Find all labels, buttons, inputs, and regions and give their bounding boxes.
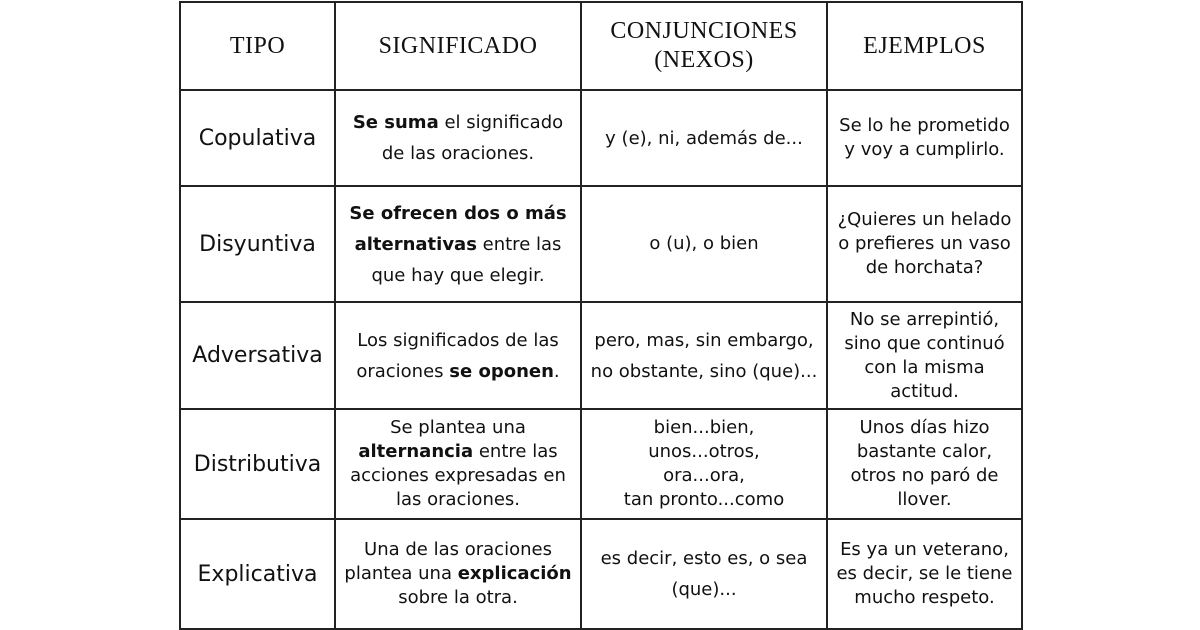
conjunciones-cell: y (e), ni, además de...	[581, 90, 827, 186]
significado-bold: Se ofrecen dos o más alternativas	[349, 202, 567, 255]
significado-cell	[335, 519, 581, 629]
conjunciones-cell: o (u), o bien	[581, 186, 827, 302]
significado-cell	[335, 90, 581, 186]
header-tipo: TIPO	[180, 2, 335, 90]
header-conjunciones-main: CONJUNCIONES	[610, 18, 798, 44]
conjunciones-line: unos...otros,	[648, 441, 760, 462]
significado-text: el significado de las oraciones.	[381, 112, 564, 164]
table-row	[180, 409, 1022, 519]
significado-pre: Una de las oraciones plantea una	[344, 539, 552, 584]
tipo-cell: Copulativa	[180, 90, 335, 186]
header-conjunciones-sub: (NEXOS)	[654, 47, 754, 73]
significado-text: entre las acciones expresadas en las oraciones.	[350, 441, 566, 510]
conjunciones-cell	[581, 409, 827, 519]
significado-cell	[335, 302, 581, 409]
header-significado: SIGNIFICADO	[335, 2, 581, 90]
ejemplo-cell: Se lo he prometido y voy a cumplirlo.	[827, 90, 1022, 186]
ejemplo-cell: Unos días hizo bastante calor, otros no paró de llover.	[827, 409, 1022, 519]
conjunctions-table	[179, 1, 1023, 630]
significado-bold: alternancia	[358, 441, 474, 462]
significado-text: .	[553, 360, 560, 382]
significado-cell	[335, 186, 581, 302]
conjunciones-line: tan pronto...como	[623, 489, 785, 510]
significado-pre: Los significados de las oraciones	[356, 329, 559, 382]
tipo-cell: Distributiva	[180, 409, 335, 519]
table-row	[180, 519, 1022, 629]
tipo-cell: Explicativa	[180, 519, 335, 629]
conjunciones-line: ora...ora,	[663, 465, 745, 486]
conjunciones-line: bien...bien,	[653, 417, 755, 438]
significado-text: sobre la otra.	[398, 587, 518, 608]
table-row	[180, 90, 1022, 186]
table-row	[180, 302, 1022, 409]
tipo-cell: Disyuntiva	[180, 186, 335, 302]
tipo-cell: Adversativa	[180, 302, 335, 409]
ejemplo-cell: No se arrepintió, sino que continuó con la misma actitud.	[827, 302, 1022, 409]
table-row	[180, 186, 1022, 302]
significado-text: entre las que hay que elegir.	[371, 233, 562, 286]
significado-bold: Se suma	[352, 112, 439, 133]
header-ejemplos: EJEMPLOS	[827, 2, 1022, 90]
significado-bold: se oponen	[449, 360, 554, 382]
significado-cell	[335, 409, 581, 519]
conjunciones-cell: pero, mas, sin embargo, no obstante, sino (que)...	[581, 302, 827, 409]
header-row	[180, 2, 1022, 90]
ejemplo-cell: Es ya un veterano, es decir, se le tiene mucho respeto.	[827, 519, 1022, 629]
significado-bold: explicación	[457, 563, 572, 584]
ejemplo-cell: ¿Quieres un helado o prefieres un vaso de horchata?	[827, 186, 1022, 302]
conjunciones-cell: es decir, esto es, o sea (que)...	[581, 519, 827, 629]
significado-pre: Se plantea una	[390, 417, 526, 438]
header-conjunciones	[581, 2, 827, 90]
